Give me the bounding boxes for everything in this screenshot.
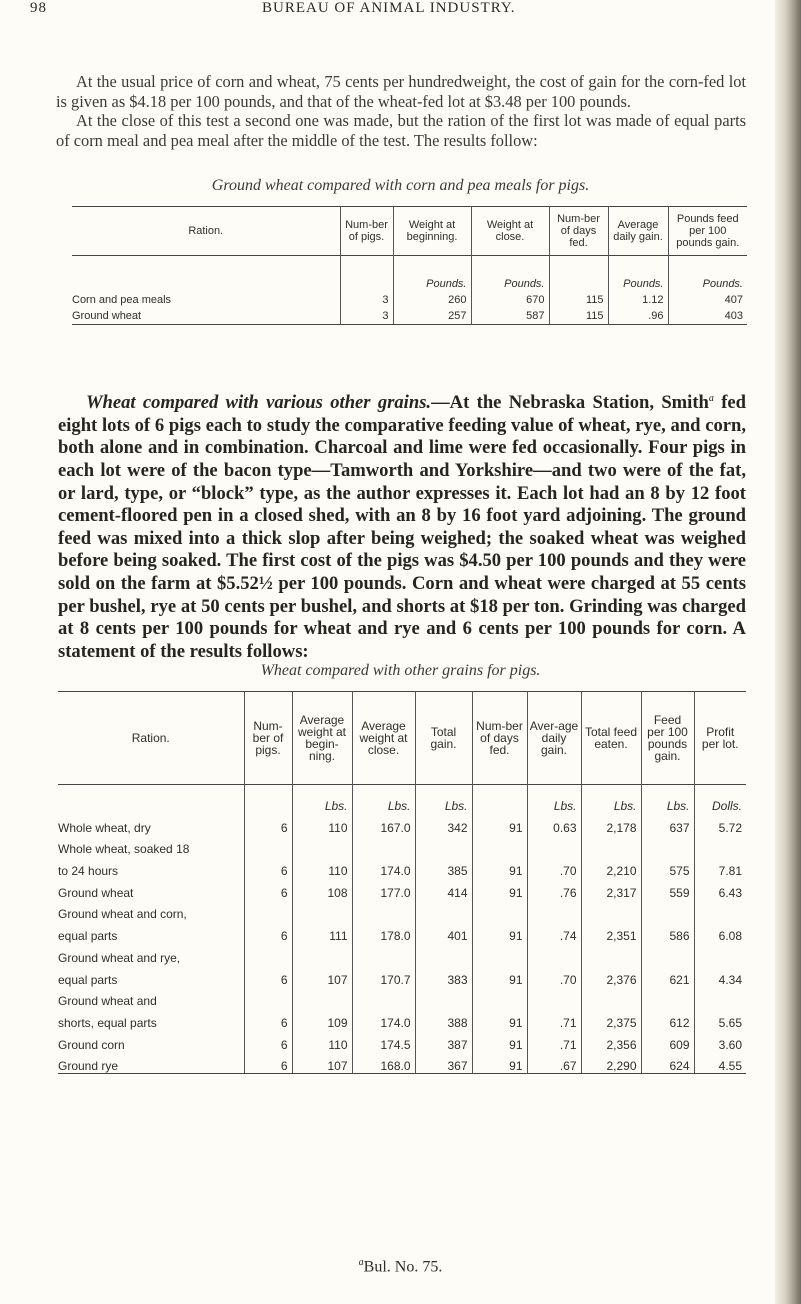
footnote-text: Bul. No. 75.: [363, 1258, 443, 1276]
table-row: [58, 856, 746, 878]
cell: 2,178: [581, 813, 641, 835]
cell: 167.0: [352, 813, 415, 835]
cell: 108: [292, 878, 352, 900]
row-label: Ground wheat: [72, 308, 340, 325]
footnote-mark: a: [708, 393, 714, 404]
cell: 110: [292, 1030, 352, 1052]
row-label-line2: shorts, equal parts: [58, 1008, 244, 1030]
table2-header: Aver-age daily gain.: [527, 692, 581, 785]
cell: 107: [292, 1052, 352, 1074]
table2-unit: [58, 785, 244, 814]
cell: 2,210: [581, 856, 641, 878]
cell: 2,351: [581, 921, 641, 943]
cell: 367: [415, 1052, 472, 1074]
table2-header: Average weight at close.: [352, 692, 415, 785]
cell: .74: [527, 921, 581, 943]
cell: 107: [292, 965, 352, 987]
table-row: [58, 878, 746, 900]
table1-unit: Pounds.: [608, 256, 668, 293]
table1-header: Ration.: [72, 207, 340, 256]
cell: 91: [472, 1052, 527, 1074]
cell: 407: [724, 294, 743, 306]
intro-paragraph-2: At the close of this test a second one was made, but the ration of the first lot was made of equal parts of corn meal and pea meal after the middle of the test. The results follow:: [56, 111, 746, 150]
cell: 6: [244, 813, 292, 835]
section-lead: Wheat compared with various other grains.: [86, 392, 432, 414]
table-row: [58, 1052, 746, 1074]
table2-unit: Lbs.: [581, 785, 641, 814]
table2: [58, 691, 746, 1074]
table2-header: Average weight at begin-ning.: [292, 692, 352, 785]
table2-units-row: [58, 785, 746, 814]
cell: 559: [641, 878, 694, 900]
table-row: [58, 921, 746, 943]
table1-header: Num-ber of pigs.: [340, 207, 393, 256]
table2-header: Num-ber of days fed.: [472, 692, 527, 785]
table1-unit: [72, 256, 340, 293]
footnote-mark: a: [358, 1257, 364, 1268]
cell: 670: [471, 292, 549, 308]
table1-header: Num-ber of days fed.: [549, 207, 608, 256]
cell: 6.08: [718, 929, 742, 944]
table2-header: Ration.: [58, 692, 244, 785]
page-number: 98: [30, 0, 47, 16]
cell: 6: [244, 921, 292, 943]
cell: .96: [608, 308, 668, 325]
cell: 2,317: [581, 878, 641, 900]
cell: 91: [472, 813, 527, 835]
cell: 4.34: [718, 972, 742, 987]
cell: 385: [415, 856, 472, 878]
table-row: [58, 1030, 746, 1052]
book-edge: [775, 0, 801, 1304]
cell: 6: [244, 1030, 292, 1052]
row-label-line1: Ground wheat and rye,: [58, 943, 244, 965]
cell: 587: [471, 308, 549, 325]
cell: 637: [641, 813, 694, 835]
table1-unit: Pounds.: [702, 278, 743, 290]
table1-header: Average daily gain.: [608, 207, 668, 256]
cell: 7.81: [718, 864, 742, 879]
table1: [72, 206, 747, 325]
row-label: Ground corn: [58, 1030, 244, 1052]
cell: 178.0: [352, 921, 415, 943]
table-row-continued: [58, 900, 746, 922]
row-label-line1: Whole wheat, soaked 18: [58, 835, 244, 857]
cell: .70: [527, 856, 581, 878]
section-paragraph: [58, 388, 746, 663]
cell: 174.0: [352, 856, 415, 878]
cell: 110: [292, 856, 352, 878]
table1-unit: [340, 256, 393, 293]
cell: 342: [415, 813, 472, 835]
cell: 110: [292, 813, 352, 835]
cell: 91: [472, 965, 527, 987]
table2-unit: [472, 785, 527, 814]
cell: 168.0: [352, 1052, 415, 1074]
cell: 414: [415, 878, 472, 900]
cell: 177.0: [352, 878, 415, 900]
cell: 174.5: [352, 1030, 415, 1052]
footnote: [0, 1257, 801, 1276]
row-label: Ground rye: [58, 1052, 244, 1074]
row-label: Whole wheat, dry: [58, 813, 244, 835]
cell: .67: [527, 1052, 581, 1074]
intro-text: [56, 72, 746, 150]
cell: 2,376: [581, 965, 641, 987]
cell: 0.63: [527, 813, 581, 835]
table-row-continued: [58, 835, 746, 857]
cell: 6: [244, 965, 292, 987]
table2-header: Num-ber of pigs.: [244, 692, 292, 785]
cell: 115: [549, 308, 608, 325]
table1-unit: Pounds.: [393, 256, 471, 293]
table1-unit: Pounds.: [471, 256, 549, 293]
table-row: [58, 813, 746, 835]
section-text: [58, 388, 746, 663]
cell: .71: [527, 1008, 581, 1030]
cell: 6: [244, 856, 292, 878]
table2-header: Total gain.: [415, 692, 472, 785]
section-text-b: fed eight lots of 6 pigs each to study the comparative feeding value of wheat, rye, and corn, both alone and in combination. Charcoal and lime were fed occasionally. Four pigs in each lot were of the bacon type—Tamworth and Yorkshire—and two were of the fat, or lard, type, or “block” type, as the author expresses it. Each lot had an 8 by 12 foot cement-floored pen in a closed shed, with an 8 by 16 foot yard adjoining. The ground feed was mixed into a thick slop after being weighed; the soaked wheat was weighed before being soaked. The first cost of the pigs was $4.50 per 100 pounds and they were sold on the farm at $5.52½ per 100 pounds. Corn and wheat were charged at 55 cents per bushel, rye at 50 cents per bushel, and shorts at $18 per ton. Grinding was charged at 8 cents per 100 pounds for wheat and rye and 6 cents per 100 pounds for corn. A statement of the results follows:: [58, 392, 746, 662]
cell: 387: [415, 1030, 472, 1052]
cell: 6: [244, 878, 292, 900]
table2-unit: Lbs.: [641, 785, 694, 814]
cell: 2,375: [581, 1008, 641, 1030]
table2-unit: Lbs.: [352, 785, 415, 814]
cell: 2,290: [581, 1052, 641, 1074]
cell: .71: [527, 1030, 581, 1052]
row-label: Corn and pea meals: [72, 292, 340, 308]
cell: 621: [641, 965, 694, 987]
table1-unit: [549, 256, 608, 293]
row-label: Ground wheat: [58, 878, 244, 900]
cell: 6.43: [718, 885, 742, 900]
cell: 401: [415, 921, 472, 943]
cell: 115: [549, 292, 608, 308]
row-label-line1: Ground wheat and corn,: [58, 900, 244, 922]
row-label-line1: Ground wheat and: [58, 987, 244, 1009]
table-row: [58, 965, 746, 987]
cell: 6: [244, 1008, 292, 1030]
cell: 91: [472, 878, 527, 900]
cell: 111: [292, 921, 352, 943]
cell: 3: [340, 308, 393, 325]
table1-units-row: [72, 256, 747, 293]
row-label-line2: to 24 hours: [58, 856, 244, 878]
cell: 609: [641, 1030, 694, 1052]
cell: 3.60: [718, 1037, 742, 1052]
cell: 1.12: [608, 292, 668, 308]
table1-header: Pounds feed per 100 pounds gain.: [676, 213, 740, 249]
cell: 91: [472, 856, 527, 878]
table2-caption: Wheat compared with other grains for pigs.: [260, 662, 541, 679]
cell: 91: [472, 1008, 527, 1030]
table2-header: Total feed eaten.: [581, 692, 641, 785]
table1-caption: Ground wheat compared with corn and pea meals for pigs.: [211, 177, 590, 194]
table1-header: Weight at beginning.: [393, 207, 471, 256]
cell: 3: [340, 292, 393, 308]
cell: 260: [393, 292, 471, 308]
table-row-continued: [58, 943, 746, 965]
cell: 575: [641, 856, 694, 878]
row-label-line2: equal parts: [58, 921, 244, 943]
cell: 257: [393, 308, 471, 325]
table-row: [58, 1008, 746, 1030]
cell: 586: [641, 921, 694, 943]
cell: 612: [641, 1008, 694, 1030]
cell: 5.65: [718, 1015, 742, 1030]
intro-paragraph-1: At the usual price of corn and wheat, 75 cents per hundredweight, the cost of gain for the corn-fed lot is given as $4.18 per 100 pounds, and that of the wheat-fed lot at $3.48 per 100 pounds.: [56, 72, 746, 111]
cell: 4.55: [694, 1052, 746, 1074]
cell: 174.0: [352, 1008, 415, 1030]
cell: 91: [472, 921, 527, 943]
table-row: [72, 292, 747, 308]
running-head: [30, 0, 730, 20]
cell: 388: [415, 1008, 472, 1030]
row-label-line2: equal parts: [58, 965, 244, 987]
cell: 91: [472, 1030, 527, 1052]
cell: 6: [244, 1052, 292, 1074]
cell: 170.7: [352, 965, 415, 987]
cell: 109: [292, 1008, 352, 1030]
cell: 5.72: [718, 820, 742, 835]
table2-header: Feed per 100 pounds gain.: [641, 692, 694, 785]
cell: 383: [415, 965, 472, 987]
table1-header: Weight at close.: [471, 207, 549, 256]
table2-unit: Lbs.: [292, 785, 352, 814]
table-row: [72, 308, 747, 325]
cell: 2,356: [581, 1030, 641, 1052]
cell: .70: [527, 965, 581, 987]
cell: 403: [668, 308, 747, 325]
table2-unit: [244, 785, 292, 814]
table2-header: Profit per lot.: [701, 725, 739, 751]
section-text-a: —At the Nebraska Station, Smith: [431, 392, 709, 414]
table2-unit: Lbs.: [415, 785, 472, 814]
cell: 624: [641, 1052, 694, 1074]
table-row-continued: [58, 987, 746, 1009]
cell: .76: [527, 878, 581, 900]
table2-unit: Lbs.: [527, 785, 581, 814]
table2-unit: Dolls.: [711, 799, 742, 813]
running-title: BUREAU OF ANIMAL INDUSTRY.: [262, 0, 516, 16]
